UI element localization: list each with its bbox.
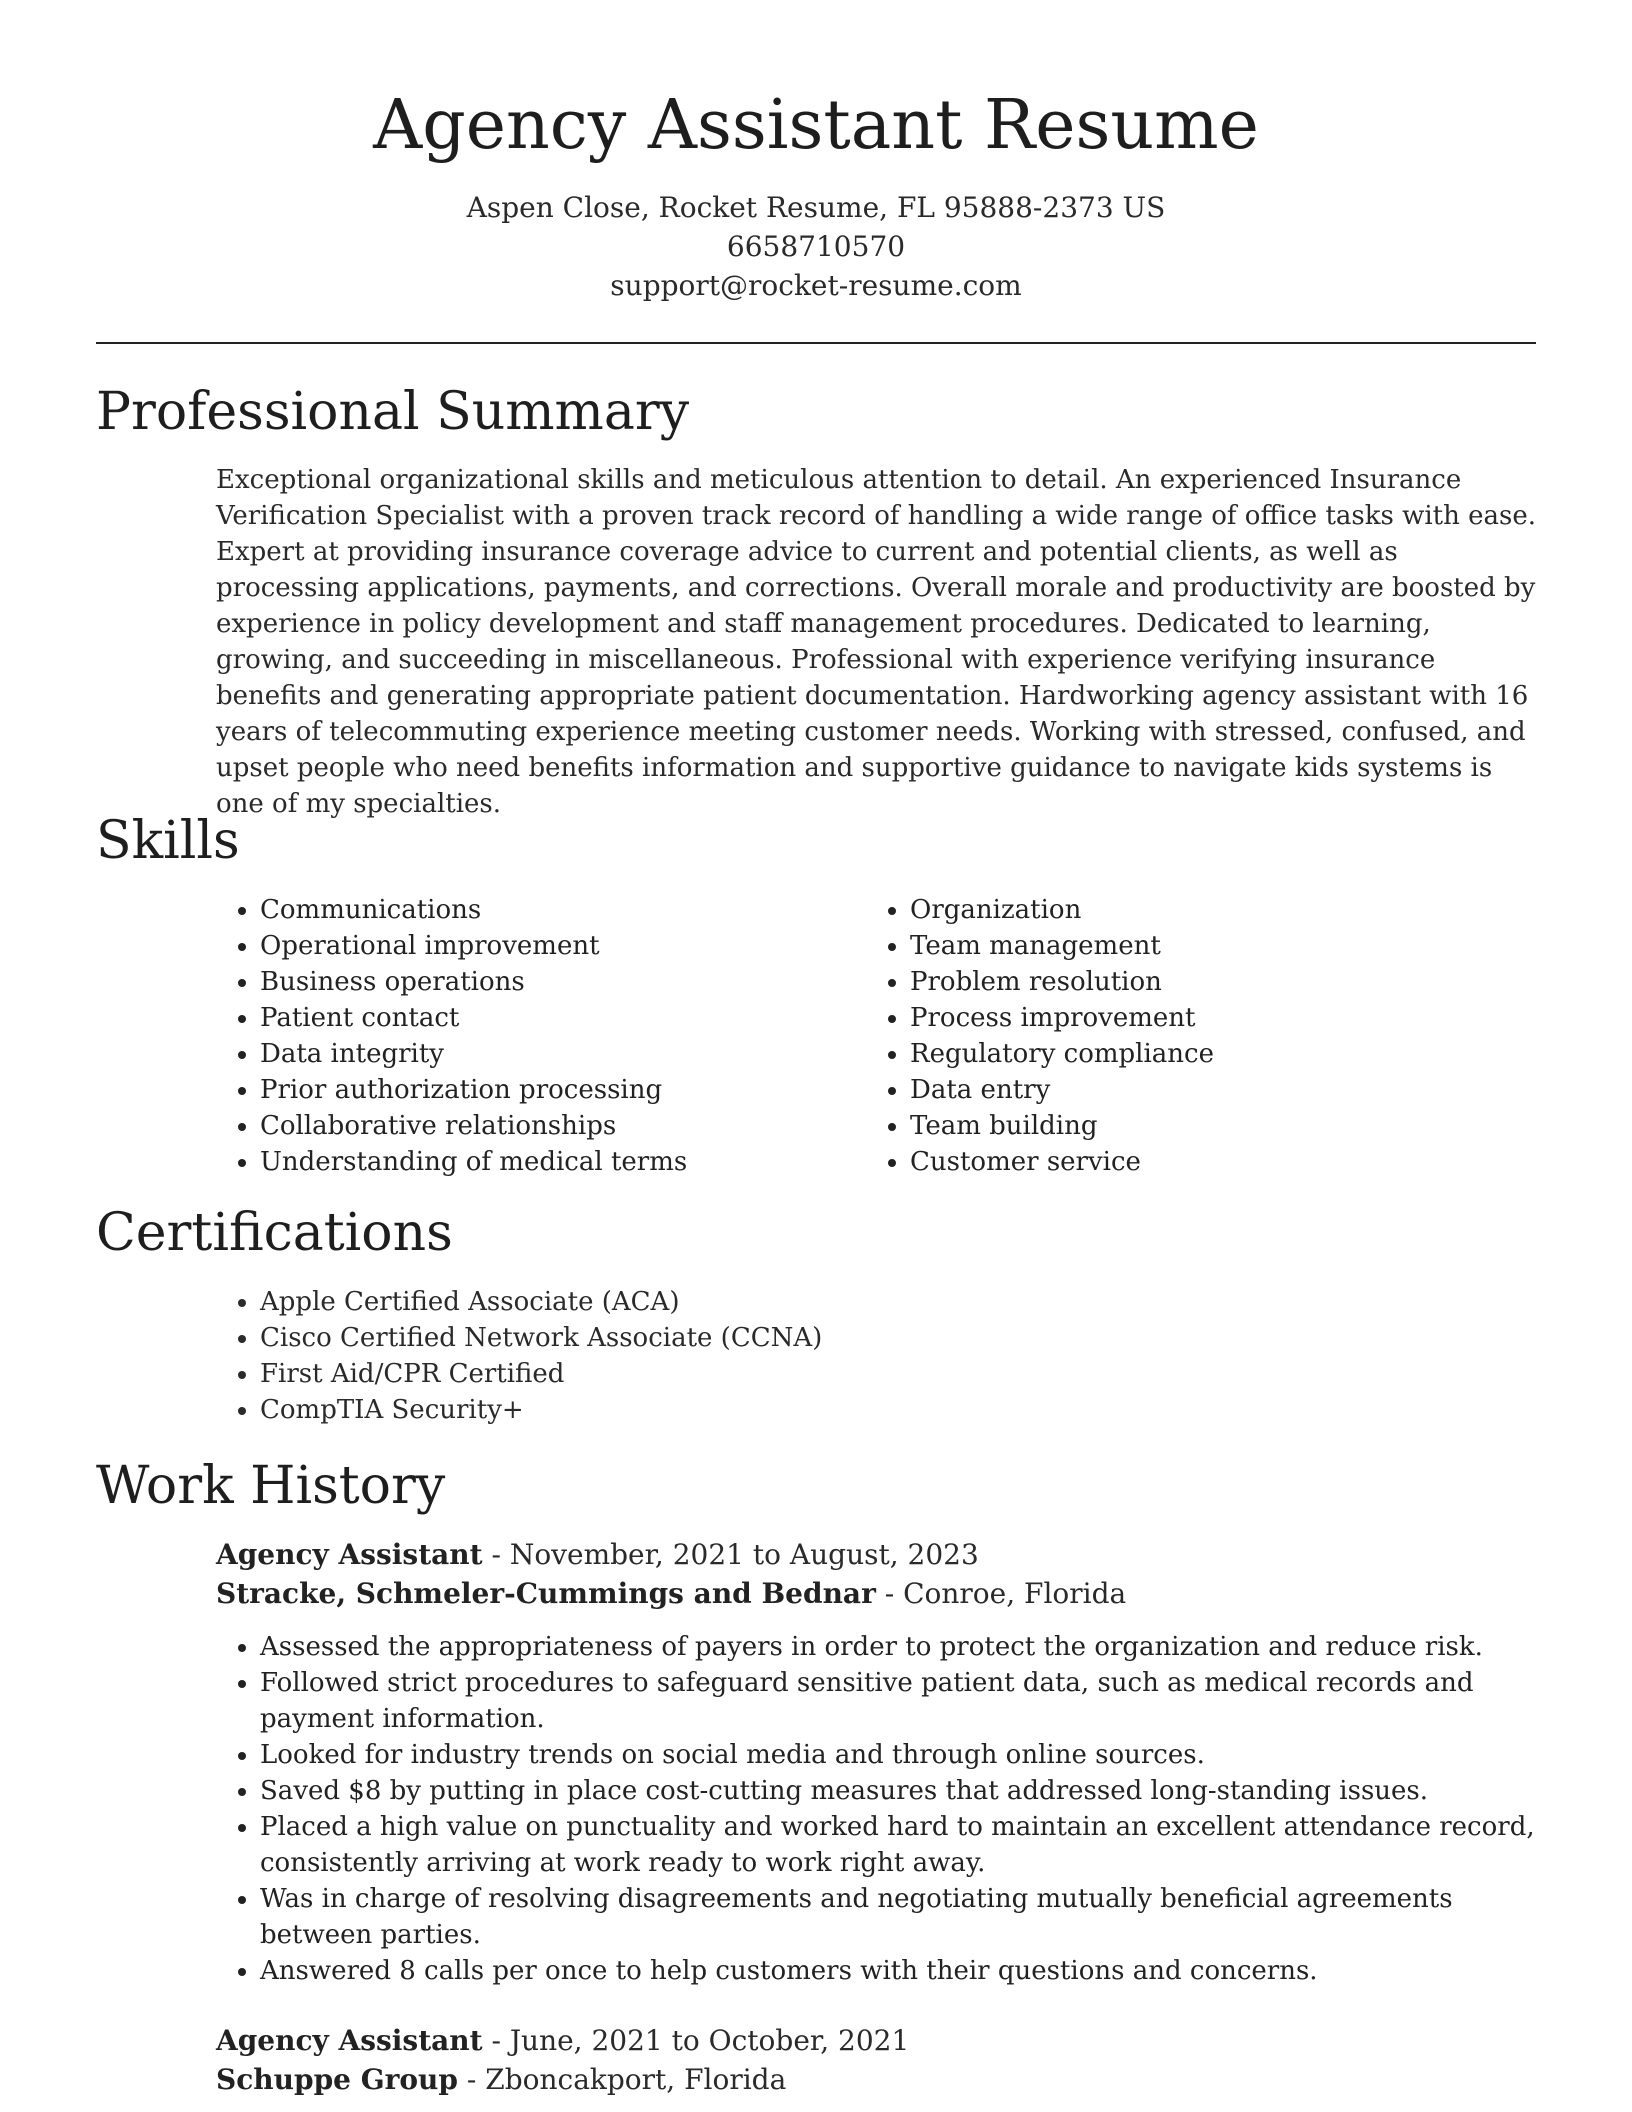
list-item: • Answered 8 calls per once to help customers with their questions and concerns.: [260, 1953, 1536, 1989]
list-item: • CompTIA Security+: [260, 1392, 1416, 1428]
skills-list-right: [866, 892, 1466, 1180]
list-item: • Apple Certified Associate (ACA): [260, 1284, 1416, 1320]
section-heading-work-history: Work History: [96, 1456, 446, 1516]
list-item: • Saved $8 by putting in place cost-cutting measures that addressed long-standing issues.: [260, 1773, 1536, 1809]
job-entry-2: [216, 2021, 1536, 2099]
contact-phone: 6658710570: [726, 230, 906, 263]
job-location: - Conroe, Florida: [875, 1577, 1127, 1610]
list-item: • Data integrity: [260, 1036, 816, 1072]
list-item: • Problem resolution: [910, 964, 1466, 1000]
list-item: • Business operations: [260, 964, 816, 1000]
section-heading-skills: Skills: [96, 811, 240, 871]
list-item: • Team management: [910, 928, 1466, 964]
list-item: • Regulatory compliance: [910, 1036, 1466, 1072]
resume-header: [96, 86, 1536, 305]
contact-info: [96, 188, 1536, 305]
job-title: Agency Assistant: [216, 1538, 483, 1571]
list-item: • Patient contact: [260, 1000, 816, 1036]
list-item: • Followed strict procedures to safeguard sensitive patient data, such as medical records and payment information.: [260, 1665, 1536, 1737]
list-item: • Cisco Certified Network Associate (CCNA): [260, 1320, 1416, 1356]
skills-list-left: [216, 892, 816, 1180]
job-title-line: [216, 2021, 1536, 2060]
header-divider: [96, 342, 1536, 344]
contact-email: support@rocket-resume.com: [610, 269, 1022, 302]
summary-text: Exceptional organizational skills and meticulous attention to detail. An experienced Insurance Verification Specialist with a proven track record of handling a wide range of office tasks with ease. Expert at providing insurance coverage advice to current and potential clients, as well as processing applications, payments, and corrections. Overall morale and productivity are boosted by experience in policy development and staff management procedures. Dedicated to learning, growing, and succeeding in miscellaneous. Professional with experience verifying insurance benefits and generating appropriate patient documentation. Hardworking agency assistant with 16 years of telecommuting experience meeting customer needs. Working with stressed, confused, and upset people who need benefits information and supportive guidance to navigate kids systems is one of my specialties.: [216, 465, 1537, 819]
section-heading-certifications: Certifications: [96, 1203, 453, 1263]
job-company-line: [216, 1574, 1536, 1613]
job-dates: - November, 2021 to August, 2023: [482, 1538, 979, 1571]
list-item: • Assessed the appropriateness of payers in order to protect the organization and reduce risk.: [260, 1629, 1536, 1665]
contact-address: Aspen Close, Rocket Resume, FL 95888-2373 US: [466, 191, 1166, 224]
skills-column-right: [866, 892, 1466, 1180]
resume-title: Agency Assistant Resume: [373, 86, 1259, 165]
list-item: • Understanding of medical terms: [260, 1144, 816, 1180]
list-item: • Placed a high value on punctuality and worked hard to maintain an excellent attendance record, consistently arriving at work ready to work right away.: [260, 1809, 1536, 1881]
list-item: • Customer service: [910, 1144, 1466, 1180]
list-item: • Looked for industry trends on social media and through online sources.: [260, 1737, 1536, 1773]
list-item: • Team building: [910, 1108, 1466, 1144]
section-heading-summary: Professional Summary: [96, 382, 690, 442]
job-title: Agency Assistant: [216, 2024, 483, 2057]
list-item: • Data entry: [910, 1072, 1466, 1108]
job-title-line: [216, 1535, 1536, 1574]
skills-column-left: [216, 892, 816, 1180]
certifications-block: [216, 1284, 1416, 1428]
job-location: - Zboncakport, Florida: [457, 2063, 787, 2096]
list-item: • Collaborative relationships: [260, 1108, 816, 1144]
job-entry-1: [216, 1535, 1536, 1989]
certifications-list: [216, 1284, 1416, 1428]
list-item: • Was in charge of resolving disagreements and negotiating mutually beneficial agreements between parties.: [260, 1881, 1536, 1953]
job-dates: - June, 2021 to October, 2021: [482, 2024, 910, 2057]
list-item: • Operational improvement: [260, 928, 816, 964]
job-company: Stracke, Schmeler-Cummings and Bednar: [216, 1577, 876, 1610]
job-company: Schuppe Group: [216, 2063, 458, 2096]
list-item: • Organization: [910, 892, 1466, 928]
job-duties-list: [216, 1629, 1536, 1989]
list-item: • Prior authorization processing: [260, 1072, 816, 1108]
list-item: • Communications: [260, 892, 816, 928]
job-company-line: [216, 2060, 1536, 2099]
list-item: • First Aid/CPR Certified: [260, 1356, 1416, 1392]
list-item: • Process improvement: [910, 1000, 1466, 1036]
